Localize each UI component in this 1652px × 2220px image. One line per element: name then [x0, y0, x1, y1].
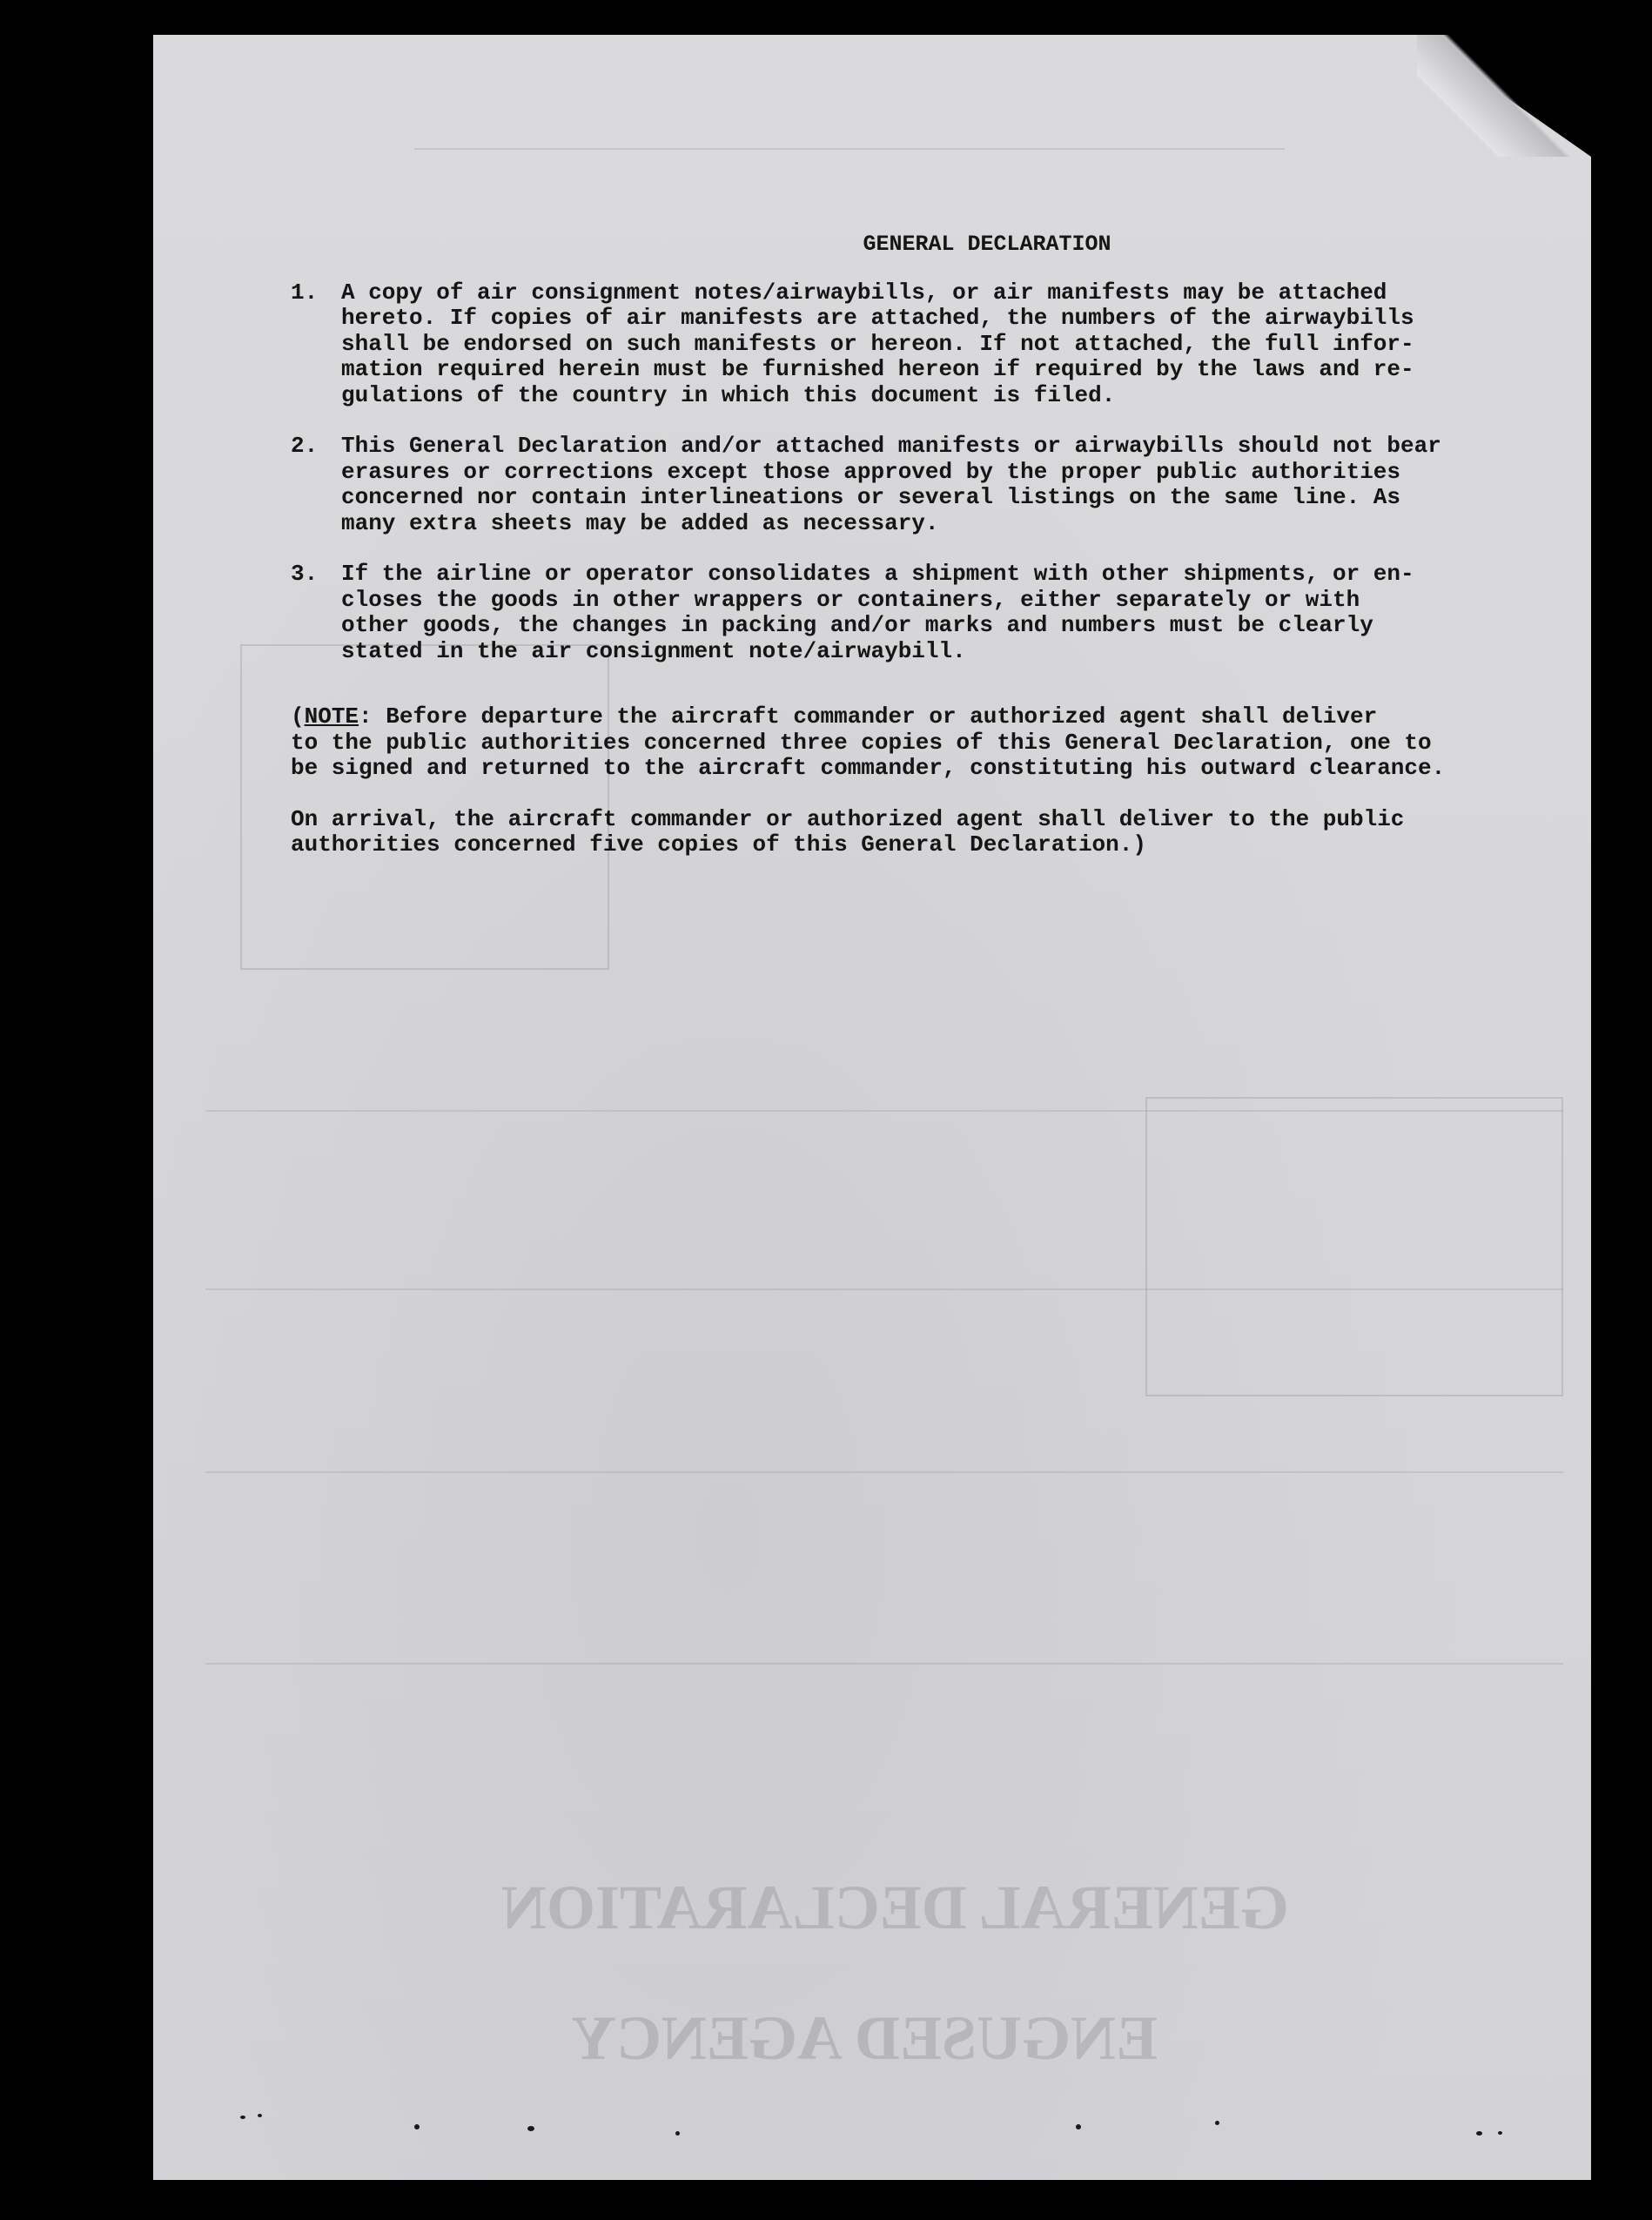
speck [414, 2124, 420, 2129]
text-line: authorities concerned five copies of this General Declaration.) [291, 831, 1146, 858]
item-number: 2. [291, 433, 319, 459]
note-paragraph-arrival [291, 807, 1448, 858]
instruction-item-3 [291, 562, 1591, 664]
folded-corner-shade [1417, 35, 1591, 157]
text-line: erasures or corrections except those approved by the proper public authorities [341, 458, 1400, 485]
bleed-through-heading: GENERAL DECLARATION [501, 1873, 1289, 1942]
speck [1476, 2131, 1482, 2136]
speck [1076, 2124, 1081, 2129]
speck [258, 2114, 262, 2117]
speck [1498, 2131, 1502, 2135]
text-line: This General Declaration and/or attached manifests or airwaybills should not bear [341, 433, 1441, 459]
bleed-through-line [414, 148, 1285, 150]
text-line: other goods, the changes in packing and/or marks and numbers must be clearly [341, 612, 1373, 638]
instruction-item-2 [291, 434, 1591, 536]
bleed-through-line [205, 1663, 1563, 1665]
speck [240, 2116, 245, 2119]
document-body [291, 232, 1591, 884]
text-line: many extra sheets may be added as necessary. [341, 509, 939, 536]
text-line: to the public authorities concerned three copies of this General Declaration, one to [291, 729, 1432, 756]
speck [675, 2131, 680, 2136]
text-line: be signed and returned to the aircraft commander, constituting his outward clearance. [291, 755, 1446, 781]
text-line: closes the goods in other wrappers or containers, either separately or with [341, 586, 1360, 613]
paper-sheet [153, 35, 1591, 2180]
note-open-paren: ( [291, 703, 305, 730]
bleed-through-line [205, 1471, 1563, 1473]
text-line [291, 704, 1448, 730]
document-title: GENERAL DECLARATION [863, 232, 1111, 257]
note-label: NOTE [304, 703, 359, 730]
note-first-line: : Before departure the aircraft commander or authorized agent shall deliver [359, 703, 1378, 730]
text-line: stated in the air consignment note/airwaybill. [341, 637, 966, 664]
note-block [291, 704, 1448, 858]
text-line: If the airline or operator consolidates a shipment with other shipments, or en- [341, 561, 1414, 587]
text-line: mation required herein must be furnished hereon if required by the laws and re- [341, 356, 1414, 382]
text-line: gulations of the country in which this document is filed. [341, 381, 1116, 408]
item-text [341, 434, 1447, 536]
bleed-through-line [205, 1288, 1563, 1290]
speck [1215, 2121, 1219, 2125]
speck [527, 2126, 534, 2131]
instruction-item-1 [291, 280, 1591, 409]
item-number: 1. [291, 279, 319, 306]
item-text [341, 280, 1447, 409]
bleed-through-box [1145, 1097, 1563, 1396]
bleed-through-heading: ENGUSED AGENCY [571, 2003, 1158, 2073]
text-line: On arrival, the aircraft commander or authorized agent shall deliver to the public [291, 805, 1405, 832]
text-line: A copy of air consignment notes/airwaybills, or air manifests may be attached [341, 279, 1387, 306]
text-line: hereto. If copies of air manifests are attached, the numbers of the airwaybills [341, 305, 1414, 331]
item-text [341, 562, 1447, 664]
bleed-through-line [205, 1110, 1563, 1112]
text-line: concerned nor contain interlineations or several listings on the same line. As [341, 484, 1400, 510]
item-number: 3. [291, 561, 319, 587]
note-paragraph-departure [291, 704, 1448, 782]
text-line: shall be endorsed on such manifests or hereon. If not attached, the full infor- [341, 330, 1414, 357]
